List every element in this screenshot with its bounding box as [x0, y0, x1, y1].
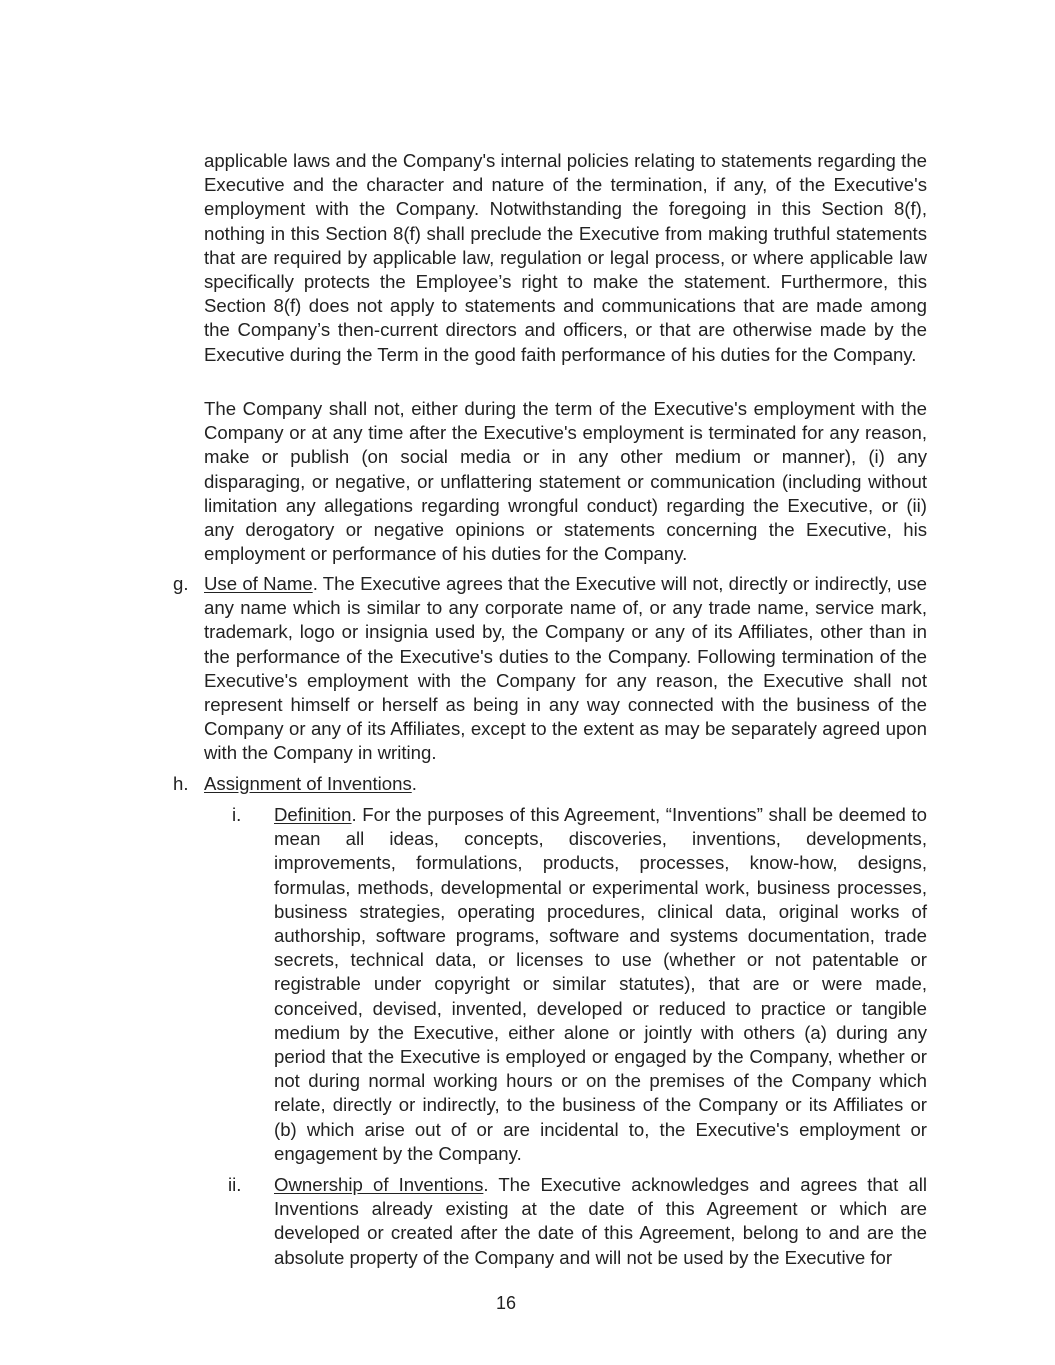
section-h-ii-ownership-of-inventions: [274, 1173, 927, 1270]
paragraph-company-nondisparagement: The Company shall not, either during the term of the Executive's employment with the Company or at any time after the Executive's employment is terminated for any reason, make or publish (on social media or in any other medium or manner), (i) any disparaging, or negative, or unflattering statement or communication (including without limitation any allegations regarding wrongful conduct) regarding the Executive, or (ii) any derogatory or negative opinions or statements concerning the Executive, his employment or performance of his duties for the Company.: [204, 398, 927, 565]
list-marker-h-ii: ii.: [228, 1174, 242, 1195]
section-h-i-text: . For the purposes of this Agreement, “Inventions” shall be deemed to mean all ideas, concepts, discoveries, inventions, developments, improvements, formulations, products, processes, know-how, designs, formulas, methods, developmental or experimental work, business processes, business strategies, operating procedures, clinical data, original works of authorship, software programs, software and systems documentation, trade secrets, technical data, or licenses to use (whether or not patentable or registrable under copyright or similar statutes), that are or were made, conceived, devised, invented, developed or reduced to practice or tangible medium by the Executive, either alone or jointly with others (a) during any period that the Executive is employed or engaged by the Company, whether or not during normal working hours or on the premises of the Company which relate, directly or indirectly, to the business of the Company or its Affiliates or (b) which arise out of or are incidental to, the Executive's employment or engagement by the Company.: [274, 804, 927, 1164]
section-h-ii-heading: Ownership of Inventions: [274, 1174, 484, 1195]
section-h-i-heading: Definition: [274, 804, 352, 825]
section-h-heading: Assignment of Inventions: [204, 773, 412, 794]
page-number: 16: [495, 1293, 517, 1313]
section-h-i-definition: [274, 803, 927, 1166]
list-marker-h-i: i.: [232, 804, 242, 825]
section-h-ii-text: . The Executive acknowledges and agrees that all Inventions already existing at the date of this Agreement or which are developed or created after the date of this Agreement, belong to and are the absolute property of the Company and will not be used by the Executive for: [274, 1174, 927, 1268]
section-g-use-of-name: [204, 572, 927, 766]
section-g-heading: Use of Name: [204, 573, 313, 594]
section-g-text: . The Executive agrees that the Executive will not, directly or indirectly, use any name which is similar to any corporate name of, or any trade name, service mark, trademark, logo or insignia used by, the Company or any of its Affiliates, other than in the performance of the Executive's duties to the Company. Following termination of the Executive's employment with the Company for any reason, the Executive shall not represent himself or herself as being in any way connected with the business of the Company or any of its Affiliates, except to the extent as may be separately agreed upon with the Company in writing.: [204, 573, 927, 764]
list-marker-g: g.: [173, 573, 189, 594]
section-h-assignment-of-inventions: [204, 772, 927, 796]
section-h-text: .: [411, 773, 417, 794]
list-marker-h: h.: [173, 773, 189, 794]
paragraph-section-8f-continuation: applicable laws and the Company's internal policies relating to statements regarding the Executive and the character and nature of the termination, if any, of the Executive's employment with the Company. Notwithstanding the foregoing in this Section 8(f), nothing in this Section 8(f) shall preclude the Executive from making truthful statements that are required by applicable law, regulation or legal process, or where applicable law specifically protects the Employee’s right to make the statement. Furthermore, this Section 8(f) does not apply to statements and communications that are made among the Company’s then-current directors and officers, or that are otherwise made by the Executive during the Term in the good faith performance of his duties for the Company.: [204, 150, 927, 365]
